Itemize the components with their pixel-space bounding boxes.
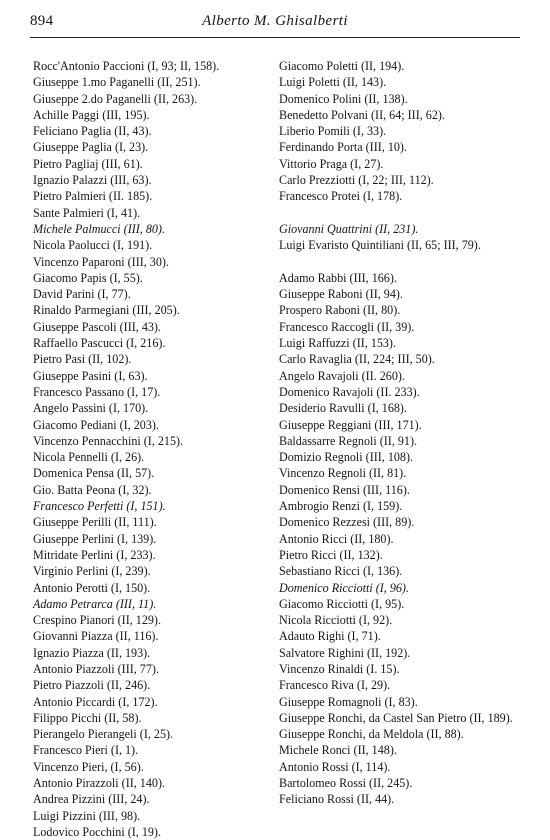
index-entry: Vincenzo Paparoni (III, 30). <box>33 254 169 269</box>
index-entry: Andrea Pizzini (III, 24). <box>33 792 150 807</box>
index-entry: Carlo Ravaglia (II, 224; III, 50). <box>279 352 435 367</box>
index-entry: Liberio Pomili (I, 33). <box>279 124 387 139</box>
index-entry: Vincenzo Pennacchini (I, 215). <box>33 433 184 448</box>
index-entry: Desiderio Ravulli (I, 168). <box>279 401 407 416</box>
index-entry: Giuseppe Reggiani (III, 171). <box>279 417 422 432</box>
index-entry: Luigi Pizzini (III, 98). <box>33 808 141 823</box>
index-entry: Francesco Raccogli (II, 39). <box>279 319 415 334</box>
index-entry: Nicola Ricciotti (I, 92). <box>279 613 393 628</box>
index-entry: Francesco Protei (I, 178). <box>279 189 403 204</box>
index-entry: Giuseppe Ronchi, da Castel San Pietro (II, 189). <box>279 710 513 725</box>
index-entry: Prospero Raboni (II, 80). <box>279 303 401 318</box>
index-entry: Benedetto Polvani (II, 64; III, 62). <box>279 107 445 122</box>
index-entry: Crespino Pianori (II, 129). <box>33 613 161 628</box>
index-entry: Achille Paggi (III, 195). <box>33 107 150 122</box>
index-entry: Domenica Pensa (II, 57). <box>33 466 155 481</box>
index-entry: Adamo Petrarca (III, 11). <box>33 596 157 611</box>
index-entry: David Parini (I, 77). <box>33 287 131 302</box>
index-entry: Giacomo Poletti (II, 194). <box>279 59 405 73</box>
index-entry: Domenico Ravajoli (II. 233). <box>279 384 420 399</box>
index-entry: Feliciano Rossi (II, 44). <box>279 792 395 807</box>
index-entry: Filippo Picchi (II, 58). <box>33 710 142 725</box>
index-entry: Michele Ronci (II, 148). <box>279 743 397 758</box>
index-entry: Giuseppe Ronchi, da Meldola (II, 88). <box>279 727 464 742</box>
index-entry: Domenico Polini (II, 138). <box>279 91 408 106</box>
index-entry: Domenico Rensi (III, 116). <box>279 482 410 497</box>
index-entry: Salvatore Righini (II, 192). <box>279 645 411 660</box>
index-entry: Giovanni Piazza (II, 116). <box>33 629 159 644</box>
index-entry: Bartolomeo Rossi (II, 245). <box>279 776 413 791</box>
index-entry: Gio. Batta Peona (I, 32). <box>33 482 152 497</box>
index-entry: Luigi Poletti (II, 143). <box>279 75 387 90</box>
index-entry: Rinaldo Parmegiani (III, 205). <box>33 303 180 318</box>
index-entry: Domenico Ricciotti (I, 96). <box>279 580 409 595</box>
index-entry: Lodovico Pocchini (I, 19). <box>33 824 161 839</box>
index-entry: Antonio Pirazzoli (II, 140). <box>33 776 165 791</box>
index-entry: Michele Palmucci (III, 80). <box>33 221 165 236</box>
index-entry: Giuseppe 2.do Paganelli (II, 263). <box>33 91 198 106</box>
index-entry: Francesco Riva (I, 29). <box>279 678 391 693</box>
section-gap <box>279 205 521 221</box>
index-entry: Ignazio Palazzi (III, 63). <box>33 173 152 188</box>
page-number: 894 <box>30 13 54 29</box>
index-entry: Carlo Prezziotti (I, 22; III, 112). <box>279 173 434 188</box>
index-entry: Giuseppe Perilli (II, 111). <box>33 515 157 530</box>
index-entry: Vincenzo Pieri, (I, 56). <box>33 759 144 774</box>
index-entry: Giuseppe Romagnoli (I, 83). <box>279 694 418 709</box>
index-entry: Antonio Piccardi (I, 172). <box>33 694 158 709</box>
index-entry: Vincenzo Regnoli (II, 81). <box>279 466 407 481</box>
index-entry: Domizio Regnoli (III, 108). <box>279 450 414 465</box>
index-entry: Giacomo Papis (I, 55). <box>33 270 143 285</box>
page-header <box>30 13 520 35</box>
index-entry: Sebastiano Ricci (I, 136). <box>279 564 403 579</box>
header-rule <box>30 37 520 38</box>
index-entry: Nicola Pennelli (I, 26). <box>33 450 145 465</box>
index-entry: Rocc'Antonio Paccioni (I, 93; II, 158). <box>33 59 220 73</box>
index-entry: Pietro Pasi (II, 102). <box>33 352 132 367</box>
index-entry: Sante Palmieri (I, 41). <box>33 205 141 220</box>
index-entry: Antonio Perotti (I, 150). <box>33 580 151 595</box>
index-entry: Ferdinando Porta (III, 10). <box>279 140 407 155</box>
index-entry: Antonio Piazzoli (III, 77). <box>33 661 159 676</box>
index-entry: Vittorio Praga (I, 27). <box>279 156 384 171</box>
index-entry: Baldassarre Regnoli (II, 91). <box>279 433 418 448</box>
index-entry: Francesco Passano (I, 17). <box>33 384 161 399</box>
index-entry: Pietro Ricci (II, 132). <box>279 547 383 562</box>
index-entry: Pietro Piazzoli (II, 246). <box>33 678 151 693</box>
right-index-column <box>279 58 521 808</box>
section-gap <box>279 254 521 270</box>
index-entry: Mitridate Perlini (I, 233). <box>33 547 156 562</box>
running-head: Alberto M. Ghisalberti <box>202 13 348 29</box>
index-entry: Giuseppe Paglia (I, 23). <box>33 140 149 155</box>
index-entry: Virginio Perlini (I, 239). <box>33 564 151 579</box>
index-entry: Giacomo Pediani (I, 203). <box>33 417 159 432</box>
left-index-column <box>33 58 269 840</box>
index-entry: Giuseppe Pasini (I, 63). <box>33 368 148 383</box>
index-entry: Giuseppe Pascoli (III, 43). <box>33 319 161 334</box>
index-entry: Ignazio Piazza (II, 193). <box>33 645 151 660</box>
index-entry: Luigi Evaristo Quintiliani (II, 65; III, 79). <box>279 238 481 253</box>
index-entry: Ambrogio Renzi (I, 159). <box>279 499 403 514</box>
index-entry: Luigi Raffuzzi (II, 153). <box>279 336 396 351</box>
index-entry: Pietro Pagliaj (III, 61). <box>33 156 143 171</box>
index-entry: Giacomo Ricciotti (I, 95). <box>279 596 405 611</box>
index-entry: Raffaello Pascucci (I, 216). <box>33 336 166 351</box>
index-entry: Adamo Rabbi (III, 166). <box>279 270 397 285</box>
index-entry: Pietro Palmieri (II. 185). <box>33 189 153 204</box>
index-entry: Giovanni Quattrini (II, 231). <box>279 221 419 236</box>
index-entry: Pierangelo Pierangeli (I, 25). <box>33 727 174 742</box>
index-entry: Francesco Perfetti (I, 151). <box>33 499 166 514</box>
index-entry: Antonio Ricci (II, 180). <box>279 531 394 546</box>
index-entry: Adauto Righi (I, 71). <box>279 629 381 644</box>
index-entry: Angelo Ravajoli (II. 260). <box>279 368 405 383</box>
index-entry: Domenico Rezzesi (III, 89). <box>279 515 415 530</box>
index-entry: Feliciano Paglia (II, 43). <box>33 124 152 139</box>
index-entry: Giuseppe Raboni (II, 94). <box>279 287 403 302</box>
index-entry: Angelo Passini (I, 170). <box>33 401 149 416</box>
index-entry: Antonio Rossi (I, 114). <box>279 759 391 774</box>
index-entry: Giuseppe Perlini (I, 139). <box>33 531 157 546</box>
index-entry: Vincenzo Rinaldi (I. 15). <box>279 661 400 676</box>
index-entry: Francesco Pieri (I, 1). <box>33 743 139 758</box>
index-entry: Giuseppe 1.mo Paganelli (II, 251). <box>33 75 201 90</box>
index-entry: Nicola Paolucci (I, 191). <box>33 238 153 253</box>
